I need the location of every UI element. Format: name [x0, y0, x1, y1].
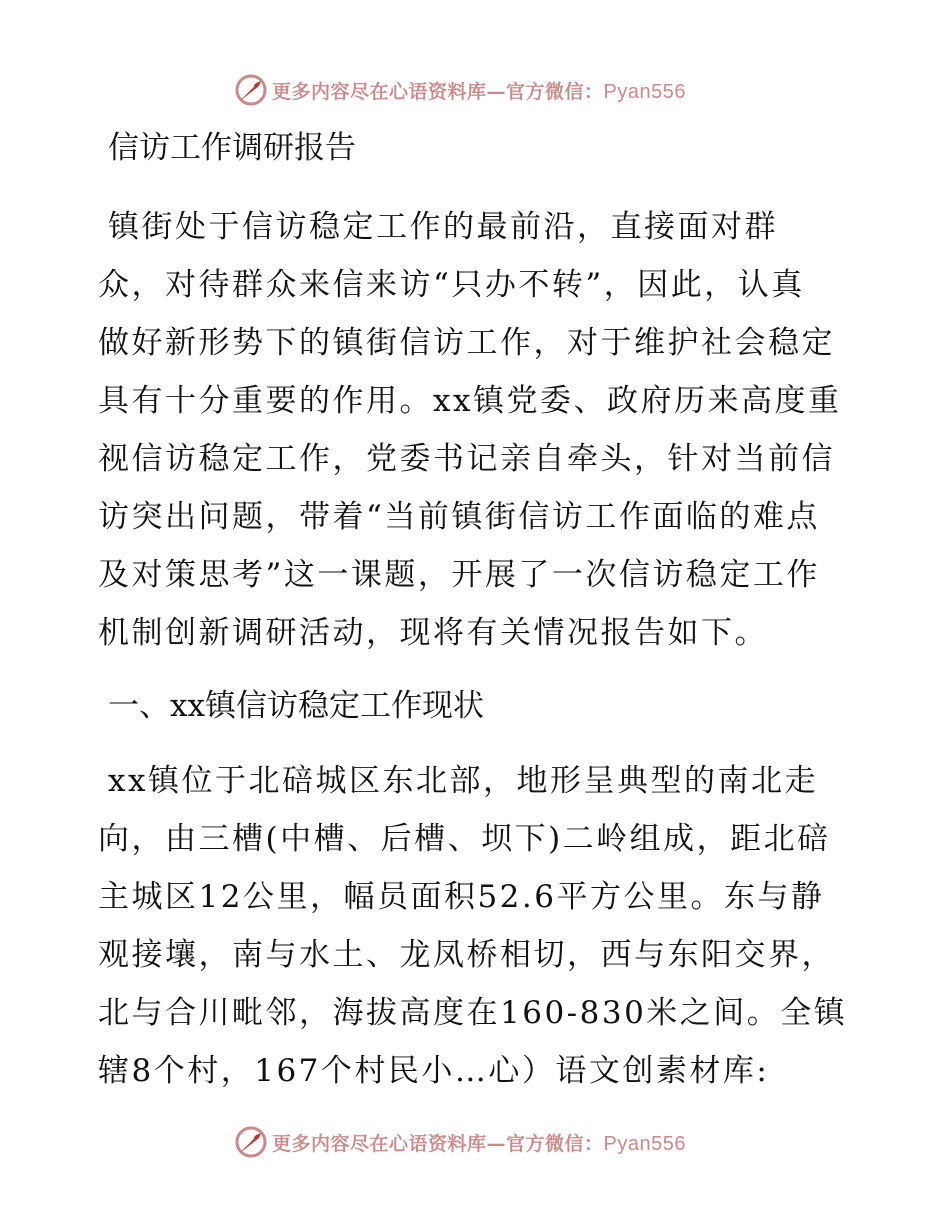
watermark-handle: Pyan556 — [603, 1132, 686, 1155]
text-line: 辖8个村，167个村民小…心）语文创素材库: — [98, 1053, 770, 1089]
text-line: xx镇位于北碚城区东北部，地形呈典型的南北走 — [108, 763, 818, 799]
text-line: 向，由三槽(中槽、后槽、坝下)二岭组成，距北碚 — [98, 821, 831, 857]
text-line: 做好新形势下的镇街信访工作，对于维护社会稳定 — [98, 325, 835, 361]
text-line: 访突出问题，带着“当前镇街信访工作面临的难点 — [98, 499, 820, 535]
paragraph-2 — [98, 752, 858, 1100]
watermark-text: 更多内容尽在心语资料库—官方微信：Pyan556 — [272, 1132, 686, 1155]
text-line: 观接壤，南与水土、龙凤桥相切，西与东阳交界， — [98, 937, 835, 973]
section-heading: 一、xx镇信访稳定工作现状 — [108, 688, 484, 724]
text-line: 镇街处于信访稳定工作的最前沿，直接面对群 — [108, 209, 778, 245]
text-line: 及对策思考”这一课题，开展了一次信访稳定工作 — [98, 557, 820, 593]
document-body — [98, 118, 858, 1100]
feather-pen-logo-icon — [234, 1125, 268, 1159]
watermark-handle: Pyan556 — [603, 80, 686, 103]
text-line: 主城区12公里，幅员面积52.6平方公里。东与静 — [98, 879, 825, 915]
text-line: 视信访稳定工作，党委书记亲自牵头，针对当前信 — [98, 441, 835, 477]
text-line: 众，对待群众来信来访“只办不转”，因此，认真 — [98, 267, 805, 303]
text-line: 具有十分重要的作用。xx镇党委、政府历来高度重 — [98, 383, 842, 419]
paragraph-1 — [98, 198, 858, 662]
watermark-banner-bottom — [234, 1122, 686, 1162]
document-title: 信访工作调研报告 — [108, 130, 356, 166]
watermark-banner-top — [234, 70, 686, 110]
watermark-text: 更多内容尽在心语资料库—官方微信：Pyan556 — [272, 80, 686, 103]
text-line: 北与合川毗邻，海拔高度在160-830米之间。全镇 — [98, 995, 848, 1031]
feather-pen-logo-icon — [234, 73, 268, 107]
text-line: 机制创新调研活动，现将有关情况报告如下。 — [98, 615, 768, 651]
